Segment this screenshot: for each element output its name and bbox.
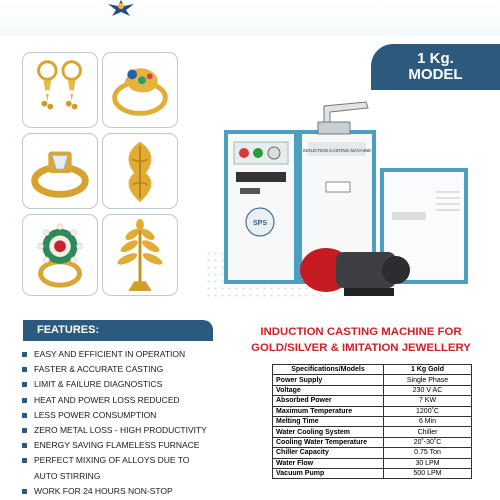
spec-value: 20˚-30˚C [384,437,472,447]
feature-item: ENERGY SAVING FLAMELESS FURNACE [22,438,222,453]
spec-row [273,427,472,437]
square-bullet-icon [22,413,27,418]
spec-table [272,364,472,479]
spec-value: Single Phase [384,375,472,385]
spec-value: 30 LPM [384,458,472,468]
model-weight: 1 Kg. [417,50,454,67]
spec-row [273,458,472,468]
feature-item: LESS POWER CONSUMPTION [22,408,222,423]
spec-row [273,437,472,447]
spec-row [273,396,472,406]
spec-value: 500 LPM [384,468,472,478]
feature-item-continued: AUTO STIRRING [34,470,101,481]
star-burst-icon [108,0,134,16]
spec-key: Cooling Water Temperature [273,437,384,447]
spec-row [273,375,472,385]
square-bullet-icon [22,352,27,357]
peacock-ring-icon [103,53,177,127]
feature-item: HEAT AND POWER LOSS REDUCED [22,393,222,408]
machine-brand: SPS [252,220,268,227]
spec-key: Maximum Temperature [273,406,384,416]
spec-key: Water Cooling System [273,427,384,437]
induction-casting-machine-illustration [196,92,496,327]
gold-tree-icon [103,215,177,295]
features-heading: FEATURES: [23,320,213,341]
spec-value: 1200˚C [384,406,472,416]
model-tag [371,44,500,90]
product-tile-diamond-ring [22,133,98,209]
feature-item: FASTER & ACCURATE CASTING [22,362,222,377]
leaf-ring-icon [103,134,177,208]
machine-panel-label: INDUCTION CASTING MACHINE [302,148,372,153]
square-bullet-icon [22,458,27,463]
spec-value: 230 V AC [384,385,472,395]
product-tile-pearl-ring [22,214,98,296]
spec-row [273,385,472,395]
feature-item: ZERO METAL LOSS - HIGH PRODUCTIVITY [22,423,222,438]
product-tile-earrings [22,52,98,128]
pearl-ring-icon [23,215,97,295]
spec-row [273,406,472,416]
spec-header-name: Specifications/Models [273,365,384,375]
spec-key: Vacuum Pump [273,468,384,478]
spec-value: 0.75 Ton [384,448,472,458]
feature-item: WORK FOR 24 HOURS NON-STOP [22,484,222,499]
diamond-ring-icon [23,134,97,208]
spec-key: Power Supply [273,375,384,385]
main-title [222,324,500,356]
spec-header-model: 1 Kg Gold [384,365,472,375]
title-line-1: INDUCTION CASTING MACHINE FOR [260,326,462,338]
top-band [0,0,500,36]
square-bullet-icon [22,428,27,433]
machine-illustration [196,92,496,327]
spec-header-row [273,365,472,375]
product-tile-gold-tree [102,214,178,296]
spec-value: 6 Min [384,416,472,426]
feature-item: LIMIT & FAILURE DIAGNOSTICS [22,377,222,392]
square-bullet-icon [22,367,27,372]
spec-key: Water Flow [273,458,384,468]
spec-row [273,416,472,426]
earrings-icon [23,53,97,127]
title-line-2: GOLD/SILVER & IMITATION JEWELLERY [251,342,471,354]
spec-key: Voltage [273,385,384,395]
spec-value: Chiller [384,427,472,437]
feature-list [22,347,222,499]
square-bullet-icon [22,489,27,494]
square-bullet-icon [22,398,27,403]
spec-row [273,448,472,458]
model-label: MODEL [408,66,463,83]
feature-item: EASY AND EFFICIENT IN OPERATION [22,347,222,362]
spec-row [273,468,472,478]
feature-item: PERFECT MIXING OF ALLOYS DUE TO [22,453,222,468]
features-divider [23,340,213,341]
product-tile-peacock-ring [102,52,178,128]
square-bullet-icon [22,382,27,387]
spec-key: Chiller Capacity [273,448,384,458]
spec-key: Melting Time [273,416,384,426]
spec-key: Absorbed Power [273,396,384,406]
product-tile-leaf-ring [102,133,178,209]
square-bullet-icon [22,443,27,448]
spec-value: 7 KW [384,396,472,406]
